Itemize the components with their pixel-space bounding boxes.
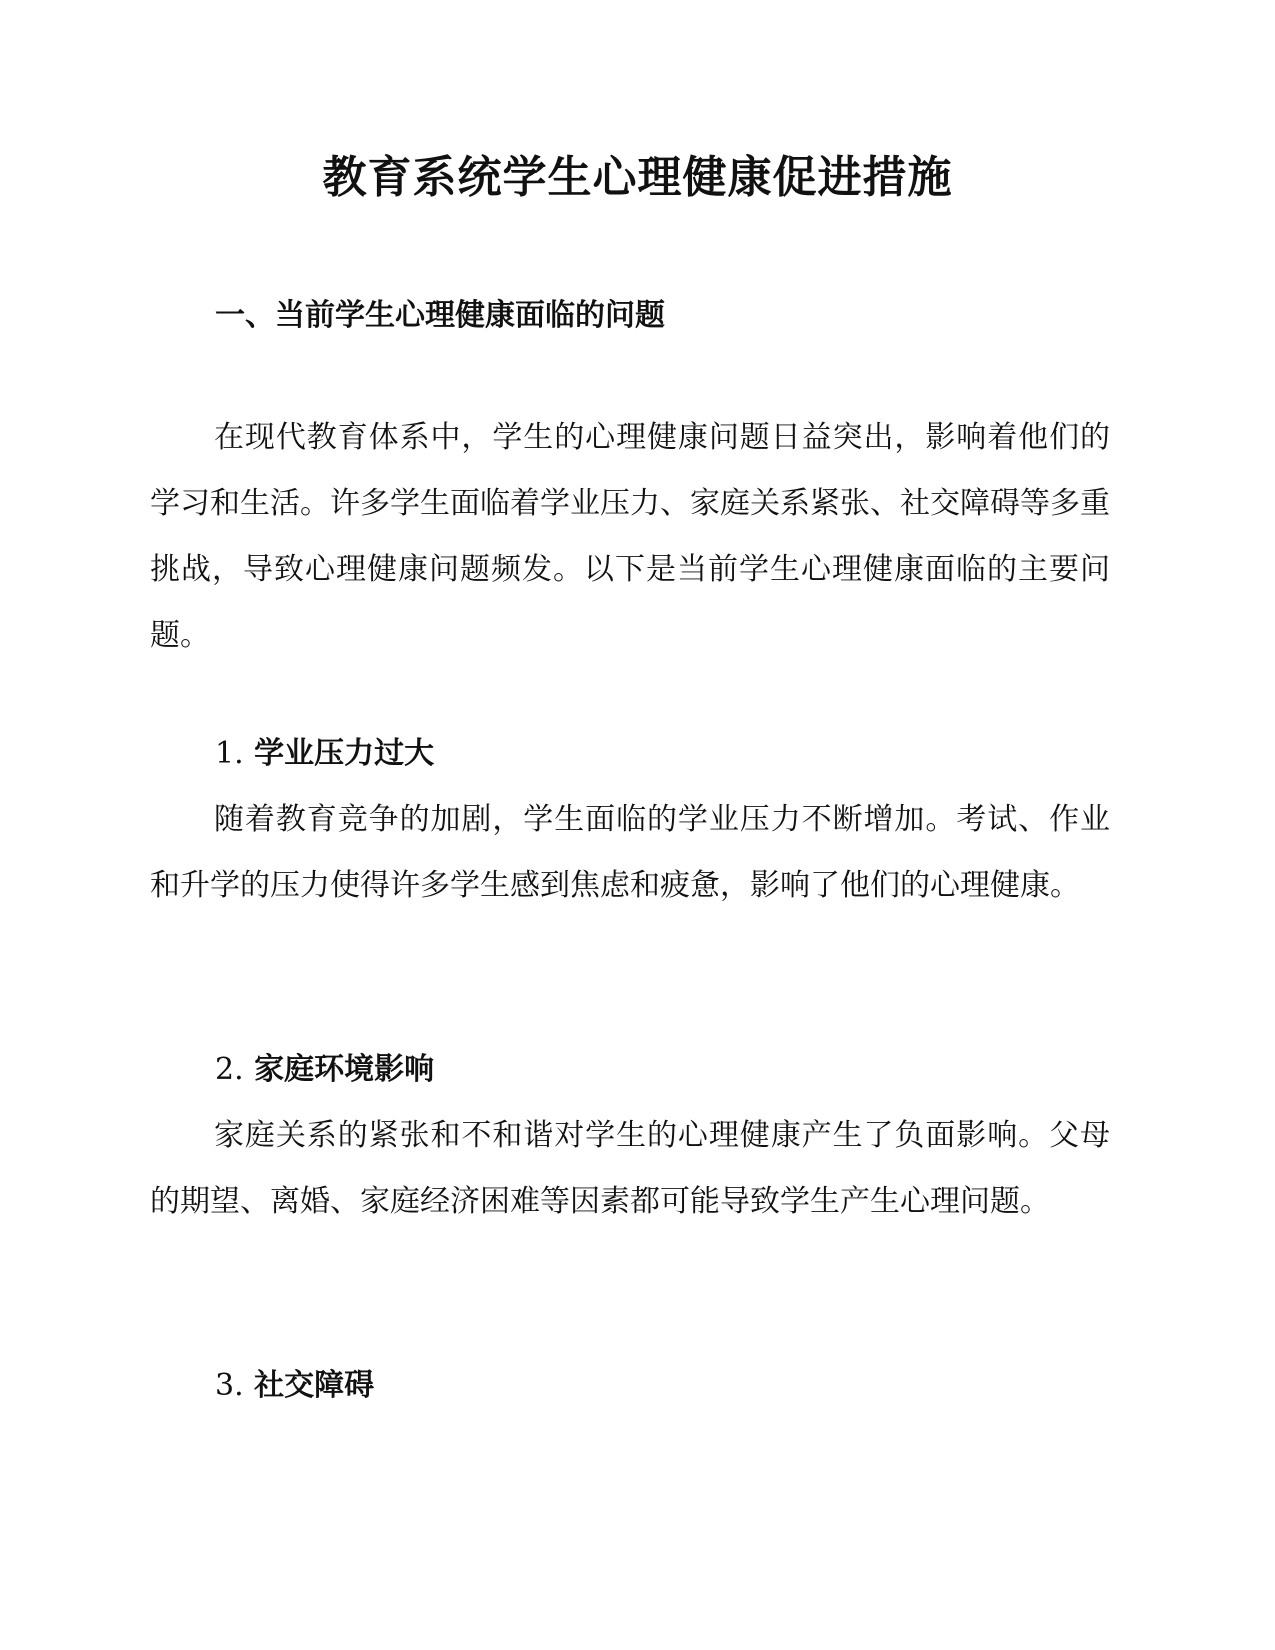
item-1-heading <box>215 734 434 774</box>
item-2-number: 2. <box>215 1052 244 1087</box>
item-2-title: 家庭环境影响 <box>254 1052 435 1087</box>
item-3-title: 社交障碍 <box>254 1368 375 1403</box>
section-heading: 一、当前学生心理健康面临的问题 <box>215 298 665 333</box>
item-1-number: 1. <box>215 736 244 771</box>
intro-paragraph: 在现代教育体系中，学生的心理健康问题日益突出，影响着他们的学习和生活。许多学生面临着学业压力、家庭关系紧张、社交障碍等多重挑战，导致心理健康问题频发。以下是当前学生心理健康面临的主要问题。 <box>150 420 1110 653</box>
document-title: 教育系统学生心理健康促进措施 <box>322 152 953 203</box>
item-2-heading <box>215 1050 434 1090</box>
item-1-title: 学业压力过大 <box>254 736 435 771</box>
item-1-body: 随着教育竞争的加剧，学生面临的学业压力不断增加。考试、作业和升学的压力使得许多学生感到焦虑和疲惫，影响了他们的心理健康。 <box>150 802 1110 903</box>
item-3-heading <box>215 1366 374 1406</box>
item-2-body: 家庭关系的紧张和不和谐对学生的心理健康产生了负面影响。父母的期望、离婚、家庭经济困难等因素都可能导致学生产生心理问题。 <box>150 1118 1110 1219</box>
item-3-number: 3. <box>215 1368 244 1403</box>
